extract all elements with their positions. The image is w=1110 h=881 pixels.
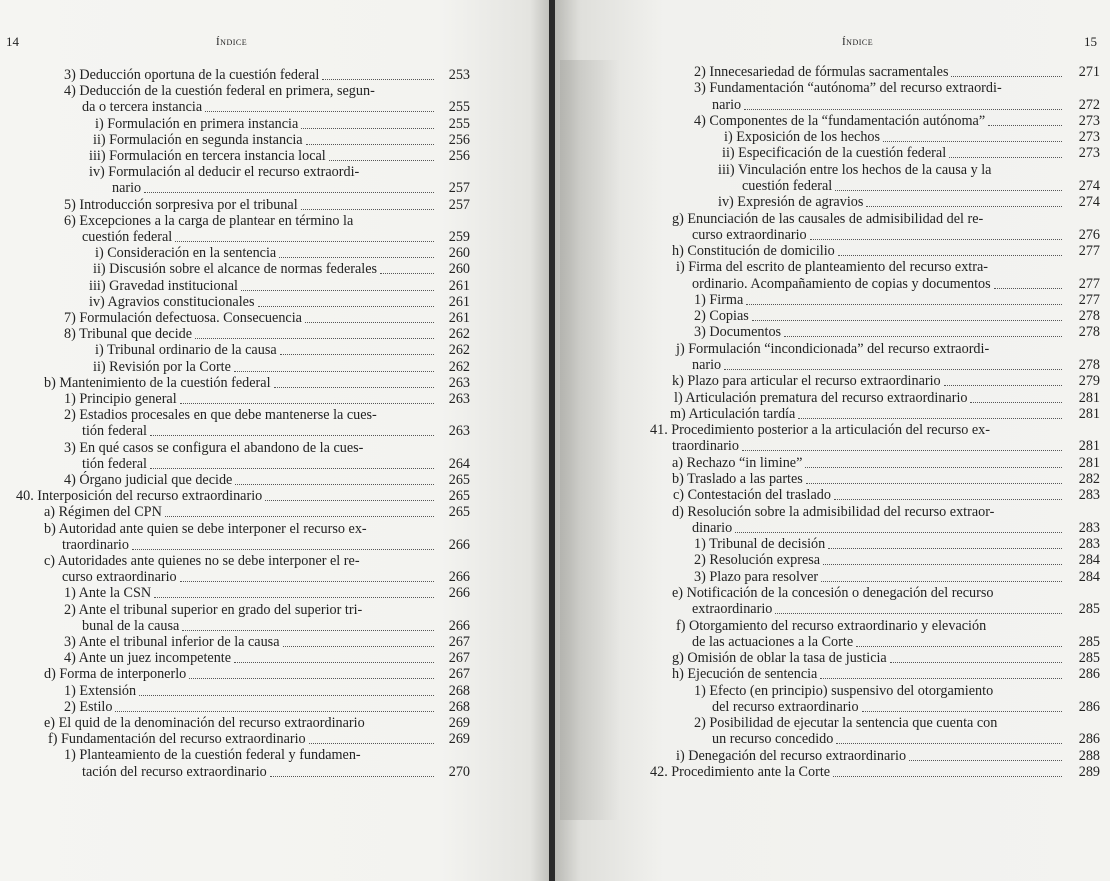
toc-entry-text: c) Autoridades ante quienes no se debe interponer el re-	[44, 553, 360, 569]
dot-leader	[784, 335, 1062, 337]
toc-entry-text: e) El quid de la denominación del recurso extraordinario	[44, 715, 365, 731]
dot-leader	[798, 417, 1062, 419]
toc-page-number: 276	[1078, 226, 1100, 243]
toc-entry-text: ordinario. Acompañamiento de copias y documentos	[692, 275, 991, 292]
toc-entry-text: e) Notificación de la concesión o denegación del recurso	[672, 584, 994, 601]
toc-entry-text: tión federal	[82, 455, 147, 472]
toc-entry-text: curso extraordinario	[692, 226, 807, 243]
toc-page-number: 265	[448, 504, 470, 521]
toc-page-number: 272	[1078, 96, 1100, 113]
toc-entry-text: i) Firma del escrito de planteamiento del recurso extra-	[676, 259, 989, 276]
toc-entry-text: 3) Documentos	[694, 324, 782, 341]
dot-leader	[234, 370, 434, 372]
dot-leader	[838, 254, 1062, 256]
dot-leader	[150, 434, 434, 436]
toc-page-number: 285	[1078, 650, 1100, 667]
toc-entry-text: b) Mantenimiento de la cuestión federal	[44, 374, 271, 391]
dot-leader	[309, 742, 434, 744]
toc-entry-text: k) Plazo para articular el recurso extraordinario	[672, 373, 941, 390]
toc-entry-text: ii) Formulación en segunda instancia	[93, 131, 303, 148]
toc-entry-text: g) Omisión de oblar la tasa de justicia	[672, 650, 887, 667]
toc-entry-text: iii) Formulación en tercera instancia local	[89, 148, 326, 164]
toc-entry-text: un recurso concedido	[712, 731, 834, 748]
toc-entry-text: 3) Deducción oportuna de la cuestión federal	[64, 67, 320, 83]
toc-page-number: 265	[448, 472, 470, 488]
dot-leader	[150, 467, 434, 469]
toc-page-number: 269	[448, 715, 470, 731]
toc-entry-text: da o tercera instancia	[82, 99, 203, 116]
dot-leader	[828, 547, 1062, 549]
toc-entry-text: tación del recurso extraordinario	[82, 763, 267, 780]
dot-leader	[274, 386, 434, 388]
toc-entry-text: 2) Posibilidad de ejecutar la sentencia que cuenta con	[694, 715, 998, 732]
dot-leader	[279, 256, 434, 258]
toc-entry-text: l) Articulación prematura del recurso extraordinario	[674, 389, 968, 406]
dot-leader	[189, 677, 434, 679]
toc-page-number: 277	[1078, 275, 1100, 292]
dot-leader	[810, 238, 1062, 240]
toc-entry-text: g) Enunciación de las causales de admisibilidad del re-	[672, 210, 984, 227]
toc-page-number: 282	[1078, 471, 1100, 487]
toc-entry-text: traordinario	[672, 438, 739, 455]
toc-entry-text: traordinario	[62, 536, 129, 553]
dot-leader	[909, 759, 1062, 761]
toc-entry-text: a) Régimen del CPN	[44, 504, 162, 521]
toc-entry-text: extraordinario	[692, 601, 773, 618]
toc-entry-text: 4) Deducción de la cuestión federal en primera, segun-	[64, 83, 375, 100]
toc-entry-text: ii) Discusión sobre el alcance de normas federales	[93, 261, 378, 278]
dot-leader	[180, 580, 434, 582]
dot-leader	[836, 742, 1062, 744]
dot-leader	[132, 548, 434, 550]
toc-page-number: 265	[448, 488, 470, 505]
toc-page-number: 281	[1078, 405, 1100, 422]
dot-leader	[234, 661, 434, 663]
dot-leader	[805, 466, 1062, 468]
toc-entry-text: iv) Expresión de agravios	[718, 194, 864, 211]
toc-page-number: 273	[1078, 112, 1100, 129]
toc-entry-text: 4) Ante un juez incompetente	[64, 650, 232, 667]
toc-page-number: 255	[448, 99, 470, 116]
toc-page-number: 257	[448, 196, 470, 213]
toc-page-number: 268	[448, 698, 470, 715]
dot-leader	[883, 140, 1062, 142]
toc-entry-text: 40. Interposición del recurso extraordinario	[16, 488, 263, 505]
dot-leader	[988, 124, 1062, 126]
toc-entry-text: b) Traslado a las partes	[672, 471, 803, 487]
dot-leader	[821, 580, 1062, 582]
toc-entry-text: del recurso extraordinario	[712, 698, 859, 715]
toc-entry-text: 2) Resolución expresa	[694, 552, 821, 569]
toc-page-number: 289	[1078, 764, 1100, 781]
toc-page-number: 269	[448, 731, 470, 748]
toc-page-number: 253	[448, 67, 470, 83]
dot-leader	[258, 305, 435, 307]
toc-page-number: 268	[448, 682, 470, 699]
toc-entry-text: 42. Procedimiento ante la Corte	[650, 764, 831, 781]
dot-leader	[823, 563, 1062, 565]
toc-page-number: 266	[448, 617, 470, 634]
toc-page-number: 277	[1078, 243, 1100, 260]
dot-leader	[820, 677, 1062, 679]
dot-leader	[835, 189, 1062, 191]
dot-leader	[301, 127, 434, 129]
toc-entry-text: 2) Estilo	[64, 698, 113, 715]
toc-entry-text: 1) Firma	[694, 291, 744, 308]
toc-entry-text: f) Fundamentación del recurso extraordinario	[48, 731, 306, 748]
toc-entry-text: nario	[712, 96, 742, 113]
dot-leader	[306, 143, 434, 145]
toc-page-number: 288	[1078, 747, 1100, 764]
toc-entry-text: i) Consideración en la sentencia	[95, 245, 277, 262]
left-page	[0, 0, 552, 881]
toc-entry-text: 6) Excepciones a la carga de plantear en término la	[64, 212, 354, 229]
dot-leader	[944, 384, 1062, 386]
toc-entry-text: 3) Plazo para resolver	[694, 568, 819, 585]
toc-entry-text: 1) Principio general	[64, 391, 177, 407]
toc-page-number: 259	[448, 229, 470, 245]
toc-entry-text: i) Denegación del recurso extraordinario	[676, 747, 907, 764]
toc-entry-text: a) Rechazo “in limine”	[672, 454, 803, 471]
toc-entry-text: iv) Formulación al deducir el recurso extraordi-	[89, 164, 360, 181]
toc-entry-text: b) Autoridad ante quien se debe interponer el recurso ex-	[44, 520, 367, 537]
toc-page-number: 261	[448, 293, 470, 310]
toc-entry-text: f) Otorgamiento del recurso extraordinario y elevación	[676, 617, 987, 634]
dot-leader	[241, 289, 434, 291]
toc-page-number: 270	[448, 763, 470, 780]
dot-leader	[866, 205, 1062, 207]
dot-leader	[951, 75, 1062, 77]
toc-entry-text: 2) Estadios procesales en que debe mantenerse la cues-	[64, 407, 377, 424]
toc-page-number: 267	[448, 650, 470, 667]
toc-entry-text: 1) Planteamiento de la cuestión federal y fundamen-	[64, 747, 361, 764]
toc-page-number: 286	[1078, 698, 1100, 715]
toc-entry-text: 41. Procedimiento posterior a la articulación del recurso ex-	[650, 422, 990, 439]
dot-leader	[322, 78, 434, 80]
dot-leader	[746, 303, 1062, 305]
toc-page-number: 267	[448, 634, 470, 650]
toc-entry-text: ii) Revisión por la Corte	[93, 358, 231, 375]
toc-entry-text: 2) Ante el tribunal superior en grado del superior tri-	[64, 601, 363, 618]
running-head: Índice	[216, 36, 248, 48]
dot-leader	[270, 775, 434, 777]
toc-page-number: 286	[1078, 666, 1100, 683]
dot-leader	[180, 402, 434, 404]
dot-leader	[970, 401, 1062, 403]
toc-page-number: 263	[448, 391, 470, 407]
page-number: 15	[1084, 34, 1097, 49]
dot-leader	[283, 645, 435, 647]
dot-leader	[265, 499, 434, 501]
toc-entry-text: 1) Tribunal de decisión	[694, 536, 826, 553]
toc-entry-text: 8) Tribunal que decide	[64, 326, 193, 343]
dot-leader	[165, 515, 434, 517]
toc-entry-text: d) Resolución sobre la admisibilidad del recurso extraor-	[672, 503, 995, 520]
toc-page-number: 263	[448, 423, 470, 440]
toc-page-number: 260	[448, 245, 470, 262]
dot-leader	[744, 108, 1062, 110]
toc-entry-text: i) Exposición de los hechos	[724, 129, 881, 146]
dot-leader	[862, 710, 1062, 712]
running-head: Índice	[842, 36, 874, 48]
toc-entry-text: h) Constitución de domicilio	[672, 243, 835, 260]
dot-leader	[724, 368, 1062, 370]
toc-page-number: 283	[1078, 487, 1100, 504]
dot-leader	[834, 498, 1062, 500]
toc-page-number: 264	[448, 455, 470, 472]
toc-entry-text: d) Forma de interponerlo	[44, 666, 187, 683]
dot-leader	[949, 156, 1062, 158]
toc-page-number: 285	[1078, 601, 1100, 618]
toc-page-number: 267	[448, 666, 470, 683]
toc-page-number: 260	[448, 261, 470, 278]
toc-page-number: 271	[1078, 64, 1100, 80]
toc-page-number: 277	[1078, 291, 1100, 308]
toc-page-number: 262	[448, 358, 470, 375]
toc-page-number: 261	[448, 310, 470, 326]
toc-entry-text: 1) Extensión	[64, 682, 137, 699]
toc-entry-text: 5) Introducción sorpresiva por el tribunal	[64, 196, 298, 213]
toc-page-number: 266	[448, 585, 470, 602]
toc-page-number: 285	[1078, 633, 1100, 650]
dot-leader	[380, 272, 434, 274]
toc-entry-text: 2) Innecesariedad de fórmulas sacramentales	[694, 64, 949, 80]
toc-page-number: 284	[1078, 552, 1100, 569]
dot-leader	[144, 191, 434, 193]
toc-page-number: 274	[1078, 194, 1100, 211]
dot-leader	[205, 110, 434, 112]
toc-entry-text: h) Ejecución de sentencia	[672, 666, 818, 683]
toc-entry-text: dinario	[692, 519, 733, 536]
toc-page-number: 273	[1078, 129, 1100, 146]
toc-entry-text: ii) Especificación de la cuestión federal	[722, 145, 947, 162]
toc-entry-text: 4) Órgano judicial que decide	[64, 472, 233, 488]
toc-page-number: 283	[1078, 519, 1100, 536]
toc-entry-text: m) Articulación tardía	[670, 405, 796, 422]
toc-entry-text: de las actuaciones a la Corte	[692, 633, 854, 650]
page-number: 14	[6, 34, 19, 49]
dot-leader	[182, 629, 434, 631]
toc-page-number: 257	[448, 180, 470, 197]
toc-entry-text: nario	[112, 180, 142, 197]
toc-page-number: 273	[1078, 145, 1100, 162]
dot-leader	[735, 531, 1062, 533]
toc-page-number: 262	[448, 326, 470, 343]
toc-page-number: 266	[448, 536, 470, 553]
dot-leader	[195, 337, 434, 339]
dot-leader	[752, 319, 1062, 321]
toc-page-number: 262	[448, 342, 470, 359]
dot-leader	[742, 449, 1062, 451]
dot-leader	[305, 321, 434, 323]
toc-page-number: 278	[1078, 324, 1100, 341]
toc-entry-text: 1) Efecto (en principio) suspensivo del otorgamiento	[694, 682, 994, 699]
toc-page-number: 278	[1078, 308, 1100, 325]
dot-leader	[890, 661, 1062, 663]
toc-entry-text: 4) Componentes de la “fundamentación autónoma”	[694, 112, 986, 129]
toc-entry-text: 1) Ante la CSN	[64, 585, 152, 602]
toc-page-number: 279	[1078, 373, 1100, 390]
dot-leader	[994, 287, 1062, 289]
book-gutter	[549, 0, 555, 881]
toc-entry-text: 3) Ante el tribunal inferior de la causa	[64, 634, 280, 650]
toc-entry-text: cuestión federal	[742, 177, 833, 194]
toc-page-number: 281	[1078, 389, 1100, 406]
dot-leader	[139, 694, 434, 696]
toc-entry-text: curso extraordinario	[62, 569, 177, 586]
toc-entry-text: tión federal	[82, 423, 147, 440]
toc-entry-text: i) Tribunal ordinario de la causa	[95, 342, 277, 359]
dot-leader	[175, 240, 434, 242]
dot-leader	[775, 612, 1062, 614]
toc-page-number: 286	[1078, 731, 1100, 748]
dot-leader	[833, 775, 1062, 777]
toc-page-number: 256	[448, 148, 470, 164]
dot-leader	[280, 353, 434, 355]
toc-entry-text: 3) En qué casos se configura el abandono de la cues-	[64, 439, 364, 456]
toc-page-number: 281	[1078, 438, 1100, 455]
toc-page-number: 283	[1078, 536, 1100, 553]
dot-leader	[301, 208, 434, 210]
toc-page-number: 255	[448, 115, 470, 132]
toc-page-number: 284	[1078, 568, 1100, 585]
toc-entry-text: 7) Formulación defectuosa. Consecuencia	[64, 310, 302, 326]
right-page	[552, 0, 1110, 881]
dot-leader	[154, 596, 434, 598]
dot-leader	[856, 645, 1062, 647]
toc-entry-text: i) Formulación en primera instancia	[95, 115, 299, 132]
dot-leader	[115, 710, 434, 712]
toc-entry-text: iii) Gravedad institucional	[89, 277, 238, 294]
toc-entry-text: cuestión federal	[82, 229, 173, 245]
toc-entry-text: nario	[692, 357, 722, 374]
toc-page-number: 256	[448, 131, 470, 148]
toc-page-number: 281	[1078, 454, 1100, 471]
toc-entry-text: 3) Fundamentación “autónoma” del recurso extraordi-	[694, 80, 1002, 97]
toc-page-number: 261	[448, 277, 470, 294]
toc-entry-text: iii) Vinculación entre los hechos de la causa y la	[718, 161, 992, 178]
dot-leader	[329, 159, 434, 161]
toc-entry-text: iv) Agravios constitucionales	[89, 293, 255, 310]
toc-entry-text: 2) Copias	[694, 308, 749, 325]
toc-entry-text: bunal de la causa	[82, 617, 180, 634]
toc-page-number: 274	[1078, 177, 1100, 194]
toc-entry-text: j) Formulación “incondicionada” del recurso extraordi-	[676, 340, 990, 357]
dot-leader	[235, 483, 434, 485]
dot-leader	[806, 482, 1062, 484]
toc-page-number: 263	[448, 374, 470, 391]
toc-page-number: 266	[448, 569, 470, 586]
toc-page-number: 278	[1078, 357, 1100, 374]
toc-entry-text: c) Contestación del traslado	[673, 487, 831, 504]
